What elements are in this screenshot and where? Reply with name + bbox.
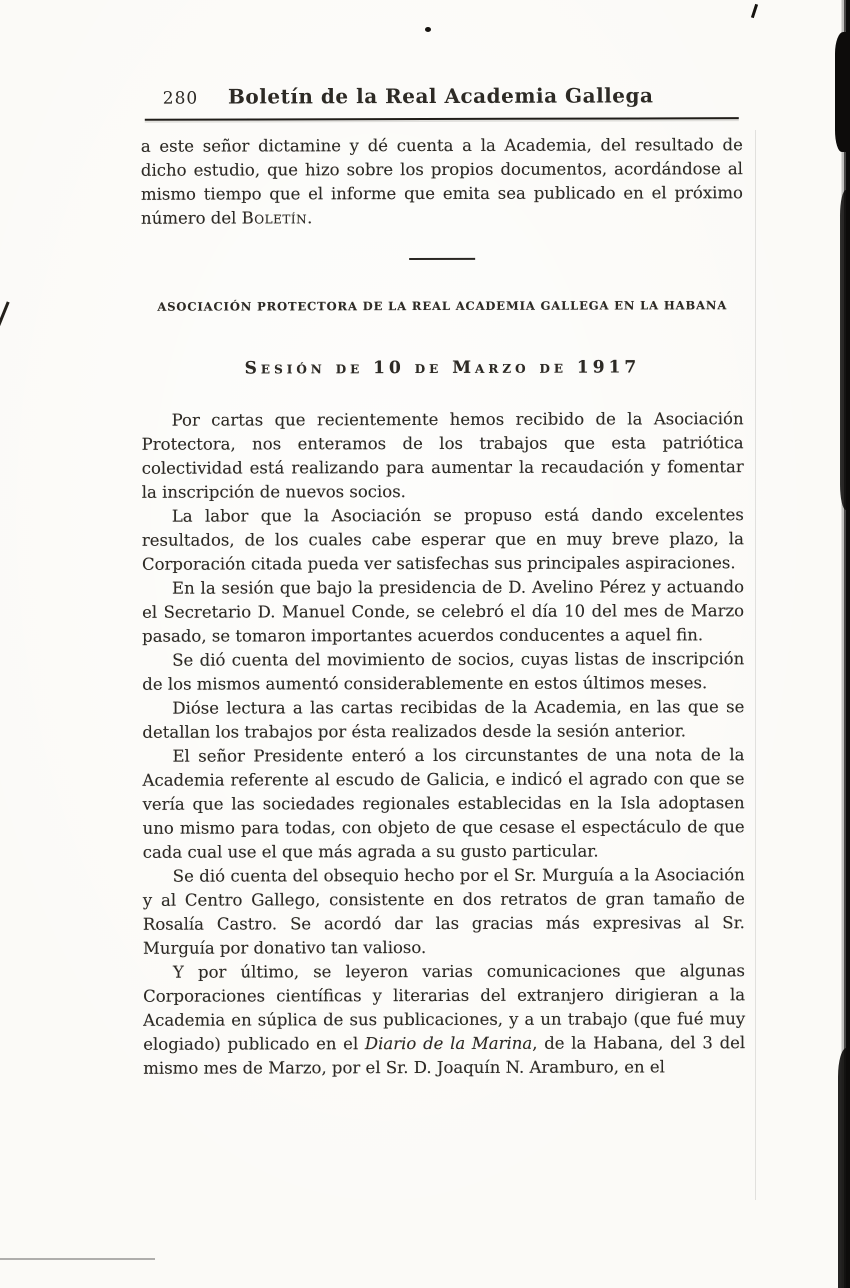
ink-mark-top (751, 4, 758, 18)
session-heading: Sesión de 10 de Marzo de 1917 (244, 357, 641, 379)
scan-blot-mid-right (840, 190, 850, 510)
last-paragraph-text: Y por último, se leyeron varias comunicaciones que algunas Corporaciones científicas y literarias del extranjero dirigieran a la Academia en súplica de sus publicaciones, y a un trabajo (que fué muy elogiado) publicado en el (143, 961, 746, 1054)
body-paragraph: Se dió cuenta del obsequio hecho por el Sr. Murguía a la Asociación y al Centro Gallego, consistente en dos retratos de gran tamaño de Rosalía Castro. Se acordó dar las gracias más expresivas al Sr. Murguía por donativo tan valioso. (142, 865, 745, 958)
body-paragraph: En la sesión que bajo la presidencia de D. Avelino Pérez y actuando el Secretario D. Manuel Conde, se celebró el día 10 del mes de Marzo pasado, se tomaron importantes acuerdos conducentes a aquel fin. (142, 577, 745, 646)
body-paragraph: Por cartas que recientemente hemos recibido de la Asociación Protectora, nos enteramos de los trabajos que esta patriótica colectividad está realizando para aumentar la recaudación y fomentar la inscripción de nuevos socios. (141, 409, 744, 502)
boletin-smallcaps: Boletín (241, 208, 308, 228)
scan-line-bottom (0, 1258, 155, 1260)
page-number: 280 (162, 88, 199, 109)
association-heading: ASOCIACIÓN PROTECTORA DE LA REAL ACADEMIA GALLEGA EN LA HABANA (157, 298, 728, 314)
intro-paragraph (141, 133, 743, 231)
scan-blot-top-right (835, 32, 850, 152)
section-divider (409, 258, 475, 260)
intro-period: . (307, 208, 313, 228)
page-content (0, 83, 850, 1081)
body-paragraph: Se dió cuenta del movimiento de socios, cuyas listas de inscripción de los mismos aumentó considerablemente en estos últimos meses. (142, 649, 745, 694)
page-fold-line (755, 130, 756, 1200)
intro-text: a este señor dictamine y dé cuenta a la Academia, del resultado de dicho estudio, que hizo sobre los propios documentos, acordándose al mismo tiempo que el informe que emita sea publicado en el próximo número del (140, 135, 744, 228)
journal-title: Boletín de la Real Academia Gallega (227, 83, 654, 109)
last-paragraph-text-end: , de la Habana, del 3 del mismo mes de Marzo, por el Sr. D. Joaquín N. Aramburo, en el (143, 1033, 746, 1078)
text-block (141, 133, 745, 1081)
header-rule (145, 117, 739, 121)
body-paragraph: La labor que la Asociación se propuso está dando excelentes resultados, de los cuales cabe esperar que en muy breve plazo, la Corporación citada pueda ver satisfechas sus principales aspiraciones. (141, 505, 744, 574)
body-paragraph-last (143, 959, 745, 1081)
ink-speck (425, 27, 431, 32)
diario-de-la-marina-title: Diario de la Marina (364, 1033, 533, 1054)
scan-blot-bottom-right (838, 1048, 850, 1288)
page-header (141, 83, 741, 113)
body-paragraph: El señor Presidente enteró a los circunstantes de una nota de la Academia referente al escudo de Galicia, e indicó el agrado con que se vería que las sociedades regionales establecidas en la Isla adoptasen uno mismo para todas, con objeto de que cesase el espectáculo de que cada cual use el que más agrada a su gusto particular. (142, 745, 745, 862)
body-paragraph: Dióse lectura a las cartas recibidas de la Academia, en las que se detallan los trabajos por ésta realizados desde la sesión anterior. (142, 697, 745, 742)
